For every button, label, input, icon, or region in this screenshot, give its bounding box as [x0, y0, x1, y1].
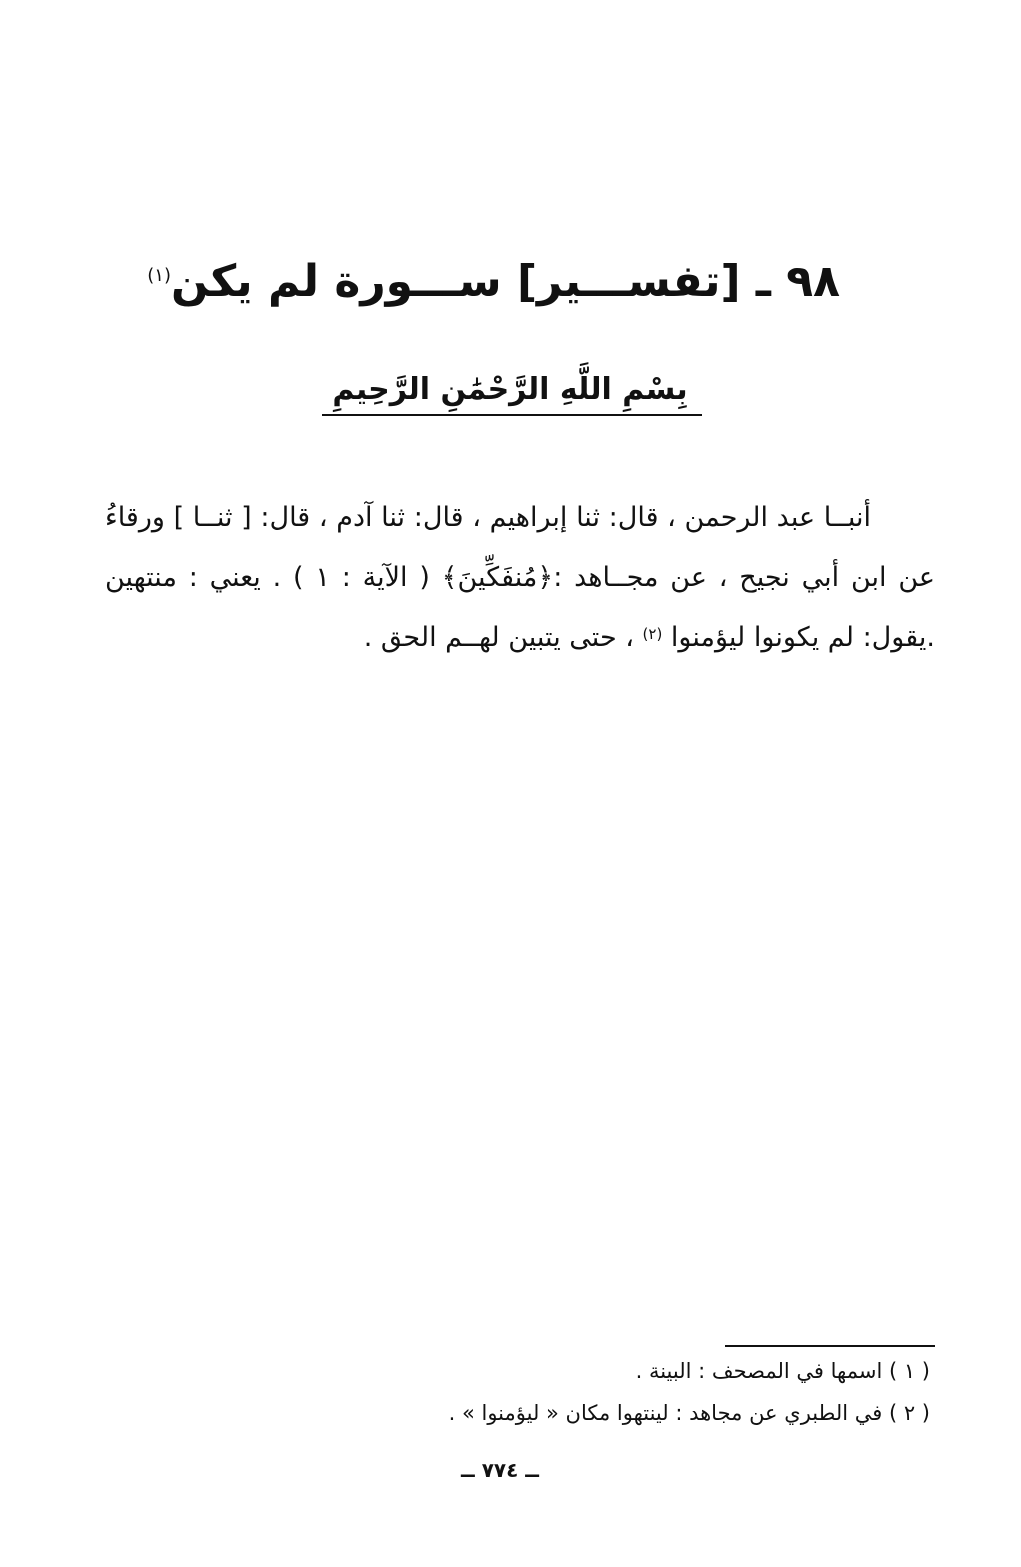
chapter-footnote-ref: (١)	[147, 265, 171, 286]
footnotes	[280, 1350, 930, 1434]
footnote-divider	[725, 1345, 935, 1347]
body-footnote-ref: (٢)	[642, 625, 663, 643]
paragraph-part-2: ، حتى يتبين لهــم الحق .	[363, 622, 634, 653]
main-paragraph	[105, 488, 935, 668]
chapter-heading	[147, 252, 840, 312]
footnote-1: ( ١ ) اسمها في المصحف : البينة .	[635, 1359, 930, 1383]
basmala-text: بِسْمِ اللَّهِ الرَّحْمَٰنِ الرَّحِيمِ	[332, 372, 688, 407]
basmala-calligraphy	[300, 370, 720, 440]
main-text	[105, 488, 935, 668]
chapter-title-text: [تفســـير] ســـورة لم يكن	[170, 256, 741, 307]
chapter-number: ٩٨	[786, 256, 840, 307]
basmala-extended-stroke	[322, 414, 702, 416]
chapter-separator: ـ	[755, 256, 771, 307]
page-number: ــ ٧٧٤ ــ	[461, 1458, 539, 1482]
footnote-2: ( ٢ ) في الطبري عن مجاهد : لينتهوا مكان « ليؤمنوا » .	[448, 1401, 930, 1425]
paragraph-part-1: أنبــا عبد الرحمن ، قال: ثنا إبراهيم ، قال: ثنا آدم ، قال: [ ثنــا ] ورقاءُ عن ابن أبي نجيح ، عن مجــاهد :﴿مُنفَكِّينَ﴾ ( الآية : ١ ) . يعني : منتهين .يقول: لم يكونوا ليؤمنوا	[105, 502, 935, 653]
